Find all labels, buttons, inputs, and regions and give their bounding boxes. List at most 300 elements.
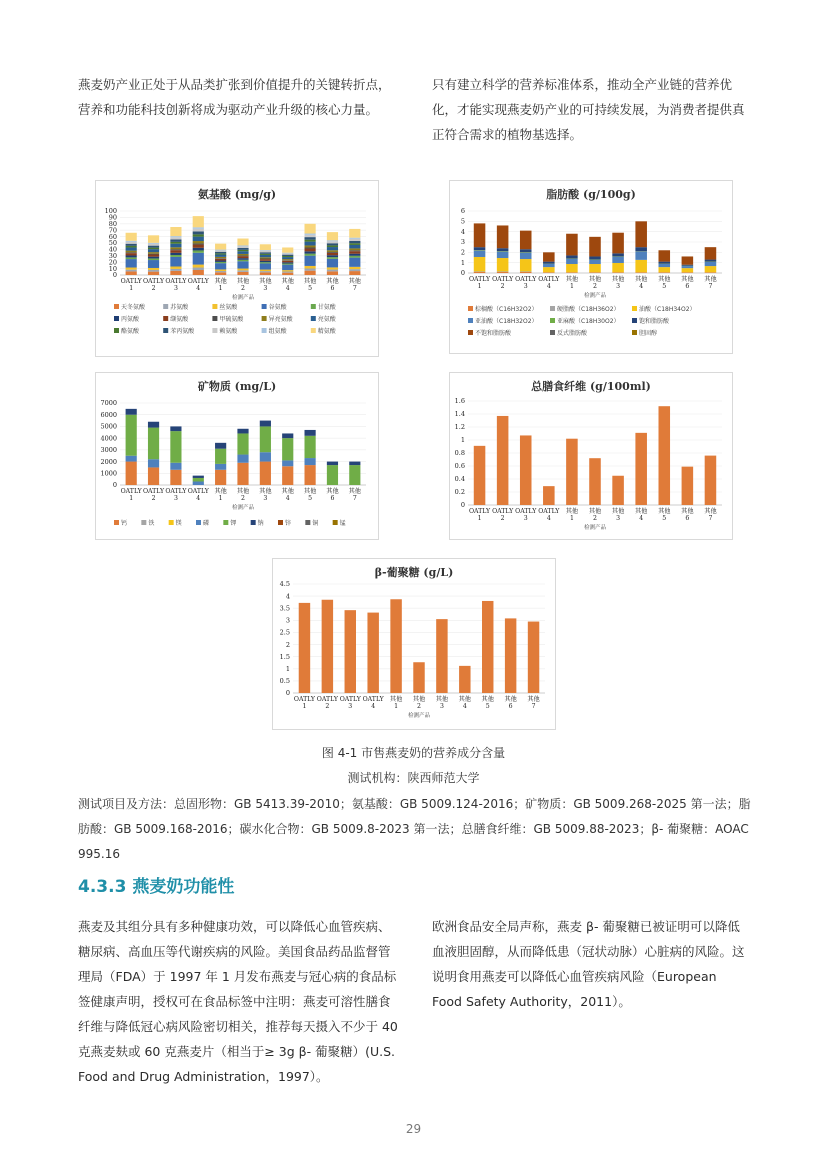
y-tick-label: 1.5 bbox=[279, 652, 290, 661]
bar-segment bbox=[659, 264, 671, 267]
y-tick-label: 0.5 bbox=[279, 677, 290, 686]
x-tick-label: OATLY bbox=[120, 278, 142, 285]
legend-label: 丙氨酸 bbox=[121, 316, 140, 323]
bar-segment bbox=[349, 239, 360, 241]
bar bbox=[705, 456, 717, 505]
x-tick-label: 2 bbox=[500, 283, 505, 290]
y-tick-label: 7000 bbox=[100, 399, 117, 408]
x-tick-label: 其他 bbox=[389, 696, 403, 703]
bar-segment bbox=[327, 462, 338, 466]
x-tick-label: 其他 bbox=[412, 696, 426, 703]
bar bbox=[345, 610, 356, 693]
bar-segment bbox=[705, 262, 717, 266]
bar-segment bbox=[282, 460, 293, 466]
bar-segment bbox=[305, 224, 316, 234]
bar-segment bbox=[589, 264, 601, 272]
bar-segment bbox=[148, 257, 159, 259]
bar-segment bbox=[148, 243, 159, 244]
bar-segment bbox=[148, 260, 159, 268]
x-tick-label: 4 bbox=[285, 285, 290, 292]
bar-segment bbox=[349, 250, 360, 251]
bar-segment bbox=[659, 262, 671, 264]
legend-swatch bbox=[468, 318, 473, 323]
x-tick-label: OATLY bbox=[187, 278, 209, 285]
bar-segment bbox=[705, 266, 717, 272]
x-tick-label: 其他 bbox=[588, 276, 602, 283]
bar bbox=[322, 600, 333, 693]
legend-swatch bbox=[223, 520, 228, 525]
legend-label: 钠 bbox=[257, 520, 264, 527]
bar-segment bbox=[497, 258, 509, 271]
x-tick-label: 1 bbox=[569, 515, 574, 522]
y-tick-label: 1 bbox=[460, 258, 465, 267]
bar-segment bbox=[170, 249, 181, 250]
bar-segment bbox=[148, 258, 159, 260]
y-tick-label: 1.6 bbox=[454, 397, 465, 406]
bar-segment bbox=[305, 256, 316, 266]
bar-segment bbox=[126, 253, 137, 255]
bar-segment bbox=[148, 254, 159, 255]
bar-segment bbox=[193, 250, 204, 252]
x-tick-label: 2 bbox=[151, 285, 156, 292]
legend-label: 天冬氨酸 bbox=[121, 304, 146, 311]
x-tick-label: 其他 bbox=[303, 488, 317, 495]
bar-segment bbox=[170, 244, 181, 248]
legend-swatch bbox=[468, 330, 473, 335]
bar-segment bbox=[682, 268, 694, 272]
bar-segment bbox=[215, 263, 226, 269]
bar-segment bbox=[126, 241, 137, 242]
section-right-paragraph: 欧洲食品安全局声称，燕麦 β- 葡聚糖已被证明可以降低血液胆固醇，从而降低患（冠状动脉）心脏病的风险。这说明食用燕麦可以降低心血管疾病风险（European Food Safety Authority，2011）。 bbox=[432, 919, 745, 1009]
x-tick-label: 4 bbox=[196, 495, 201, 502]
bar-segment bbox=[612, 253, 624, 256]
bar-segment bbox=[705, 247, 717, 259]
legend-swatch bbox=[212, 316, 217, 321]
fatty-acid-chart-svg bbox=[450, 181, 732, 353]
bar-segment bbox=[237, 256, 248, 258]
bar bbox=[474, 446, 486, 505]
x-axis-label: 检测产品 bbox=[231, 505, 255, 511]
bar-segment bbox=[260, 254, 271, 255]
bar-segment bbox=[566, 264, 578, 272]
bar-segment bbox=[237, 433, 248, 454]
bar-segment bbox=[282, 253, 293, 254]
legend-label: 铜 bbox=[312, 520, 319, 527]
y-tick-label: 0 bbox=[460, 501, 465, 510]
legend-swatch bbox=[468, 306, 473, 311]
x-tick-label: 其他 bbox=[611, 508, 625, 515]
x-tick-label: 其他 bbox=[259, 488, 272, 495]
x-tick-label: 其他 bbox=[458, 696, 472, 703]
x-tick-label: 其他 bbox=[281, 488, 294, 495]
bar-segment bbox=[520, 249, 532, 252]
legend-label: 缬氨酸 bbox=[170, 316, 189, 323]
x-tick-label: OATLY bbox=[362, 696, 384, 703]
bar-segment bbox=[260, 261, 271, 262]
bar-segment bbox=[126, 259, 137, 267]
bar-segment bbox=[260, 262, 271, 263]
bar-segment bbox=[260, 250, 271, 251]
x-tick-label: 2 bbox=[593, 283, 597, 290]
bar-segment bbox=[635, 252, 647, 260]
x-tick-label: 3 bbox=[263, 495, 268, 502]
y-tick-label: 50 bbox=[108, 239, 117, 248]
bar bbox=[367, 613, 378, 693]
legend-swatch bbox=[114, 520, 119, 525]
bar-segment bbox=[282, 257, 293, 259]
bar-segment bbox=[237, 272, 248, 275]
x-tick-label: 4 bbox=[639, 515, 644, 522]
x-tick-label: 4 bbox=[371, 703, 376, 710]
mineral-chart-svg bbox=[96, 373, 378, 539]
x-tick-label: 1 bbox=[129, 285, 134, 292]
bar-segment bbox=[126, 270, 137, 272]
bar-segment bbox=[497, 225, 509, 248]
x-tick-label: 6 bbox=[685, 283, 690, 290]
bar-segment bbox=[349, 248, 360, 250]
bar-segment bbox=[170, 271, 181, 275]
bar-segment bbox=[170, 257, 181, 267]
bar-segment bbox=[349, 243, 360, 245]
x-tick-label: 其他 bbox=[281, 278, 294, 285]
legend-swatch bbox=[632, 318, 637, 323]
x-tick-label: 其他 bbox=[681, 508, 694, 515]
bar-segment bbox=[193, 248, 204, 251]
legend-label: 反式脂肪酸 bbox=[557, 330, 588, 337]
legend-label: 苏氨酸 bbox=[170, 304, 189, 311]
x-tick-label: 2 bbox=[151, 495, 156, 502]
y-tick-label: 100 bbox=[104, 207, 117, 216]
bar-segment bbox=[126, 246, 137, 248]
bar-segment bbox=[260, 257, 271, 258]
x-tick-label: OATLY bbox=[142, 488, 165, 495]
x-tick-label: 5 bbox=[485, 703, 490, 710]
bar-segment bbox=[126, 251, 137, 253]
bar-segment bbox=[126, 456, 137, 462]
bar-segment bbox=[282, 253, 293, 254]
bar-segment bbox=[126, 255, 137, 257]
bar-segment bbox=[260, 452, 271, 461]
x-tick-label: 其他 bbox=[504, 696, 517, 703]
x-tick-label: 1 bbox=[477, 283, 482, 290]
bar bbox=[635, 433, 647, 505]
legend-swatch bbox=[212, 304, 217, 309]
bar-segment bbox=[543, 262, 555, 264]
bar-segment bbox=[170, 269, 181, 271]
legend-swatch bbox=[163, 316, 168, 321]
bar-segment bbox=[193, 481, 204, 485]
x-tick-label: 4 bbox=[639, 283, 644, 290]
bar-segment bbox=[193, 265, 204, 268]
x-tick-label: 2 bbox=[325, 703, 330, 710]
bar-segment bbox=[237, 463, 248, 485]
bar-segment bbox=[682, 265, 694, 266]
x-tick-label: 2 bbox=[241, 495, 245, 502]
bar-segment bbox=[260, 252, 271, 254]
bar-segment bbox=[327, 252, 338, 253]
y-tick-label: 1.2 bbox=[454, 423, 465, 432]
x-tick-label: 其他 bbox=[303, 278, 317, 285]
amino-acid-chart-svg bbox=[96, 181, 378, 356]
x-tick-label: OATLY bbox=[120, 488, 142, 495]
bar-segment bbox=[260, 271, 271, 272]
bar-segment bbox=[215, 259, 226, 261]
bar-segment bbox=[237, 245, 248, 246]
x-tick-label: 3 bbox=[173, 495, 178, 502]
x-axis-label: 检测产品 bbox=[407, 713, 431, 719]
bar-segment bbox=[305, 245, 316, 247]
bar-segment bbox=[193, 476, 204, 478]
bar-segment bbox=[327, 255, 338, 257]
section-title: 4.3.3 燕麦奶功能性 bbox=[78, 877, 235, 897]
bar bbox=[520, 435, 532, 505]
x-tick-label: OATLY bbox=[468, 508, 491, 515]
x-tick-label: 3 bbox=[173, 285, 178, 292]
bar-segment bbox=[148, 422, 159, 428]
bar-segment bbox=[589, 256, 601, 259]
legend-label: 亚油酸（C18H32O2） bbox=[475, 318, 538, 325]
x-tick-label: 其他 bbox=[681, 276, 694, 283]
y-tick-label: 0.6 bbox=[454, 462, 465, 471]
legend-swatch bbox=[141, 520, 146, 525]
legend-swatch bbox=[262, 316, 267, 321]
y-tick-label: 20 bbox=[108, 258, 117, 267]
bar-segment bbox=[349, 241, 360, 243]
y-tick-label: 2.5 bbox=[279, 628, 290, 637]
x-tick-label: 其他 bbox=[611, 276, 625, 283]
bar-segment bbox=[237, 260, 248, 261]
bar-segment bbox=[327, 232, 338, 240]
beta-glucan-chart-svg bbox=[273, 559, 555, 729]
y-tick-label: 6 bbox=[460, 207, 465, 216]
bar-segment bbox=[327, 245, 338, 247]
x-tick-label: 其他 bbox=[214, 488, 227, 495]
x-tick-label: 其他 bbox=[259, 278, 272, 285]
bar-segment bbox=[305, 254, 316, 256]
bar-segment bbox=[659, 250, 671, 261]
x-tick-label: 7 bbox=[531, 703, 536, 710]
bar-segment bbox=[170, 255, 181, 257]
bar-segment bbox=[589, 272, 601, 273]
bar-segment bbox=[282, 270, 293, 271]
bar-segment bbox=[260, 272, 271, 275]
bar-segment bbox=[543, 252, 555, 261]
intro-left-paragraph: 燕麦奶产业正处于从品类扩张到价值提升的关键转折点，营养和功能科技创新将成为驱动产业升级的核心力量。 bbox=[78, 77, 391, 117]
bar-segment bbox=[566, 255, 578, 258]
bar-segment bbox=[126, 252, 137, 253]
bar-segment bbox=[305, 268, 316, 270]
bar-segment bbox=[260, 426, 271, 452]
bar-segment bbox=[148, 249, 159, 252]
bar-segment bbox=[566, 234, 578, 256]
bar-segment bbox=[612, 233, 624, 254]
bar-segment bbox=[282, 247, 293, 252]
bar-segment bbox=[126, 257, 137, 259]
x-tick-label: 6 bbox=[330, 285, 335, 292]
bar-segment bbox=[170, 463, 181, 470]
bar bbox=[505, 618, 516, 693]
bar-segment bbox=[215, 252, 226, 254]
bar-segment bbox=[282, 273, 293, 275]
bar-segment bbox=[520, 253, 532, 259]
bar-segment bbox=[215, 258, 226, 259]
legend-label: 亚麻酸（C18H30O2） bbox=[557, 318, 620, 325]
bar bbox=[459, 666, 470, 693]
bar-segment bbox=[260, 462, 271, 485]
bar-segment bbox=[148, 252, 159, 254]
x-tick-label: 3 bbox=[523, 283, 528, 290]
x-tick-label: OATLY bbox=[492, 508, 514, 515]
legend-swatch bbox=[212, 328, 217, 333]
bar-segment bbox=[497, 251, 509, 252]
bar-segment bbox=[659, 267, 671, 272]
bar-segment bbox=[305, 266, 316, 269]
bar-segment bbox=[497, 271, 509, 272]
x-tick-label: 其他 bbox=[527, 696, 540, 703]
bar-segment bbox=[215, 244, 226, 250]
legend-label: 磷 bbox=[203, 520, 210, 527]
legend-label: 铁 bbox=[148, 520, 155, 527]
bar-segment bbox=[170, 426, 181, 431]
y-tick-label: 1 bbox=[285, 664, 290, 673]
bar-segment bbox=[260, 259, 271, 261]
bar-segment bbox=[474, 271, 486, 272]
y-tick-label: 3 bbox=[285, 616, 290, 625]
x-tick-label: 7 bbox=[352, 495, 357, 502]
y-tick-label: 0 bbox=[285, 689, 290, 698]
legend-swatch bbox=[305, 520, 310, 525]
bar-segment bbox=[237, 251, 248, 254]
legend-label: 异亮氨酸 bbox=[268, 316, 293, 323]
bar bbox=[390, 599, 401, 693]
bar-segment bbox=[349, 229, 360, 238]
bar-segment bbox=[520, 272, 532, 273]
bar-segment bbox=[193, 478, 204, 482]
x-tick-label: 1 bbox=[477, 515, 482, 522]
bar-segment bbox=[237, 429, 248, 434]
bar-segment bbox=[327, 253, 338, 255]
y-tick-label: 2000 bbox=[100, 457, 117, 466]
y-tick-label: 30 bbox=[108, 252, 117, 260]
bar-segment bbox=[566, 272, 578, 273]
bar-segment bbox=[170, 242, 181, 244]
bar-segment bbox=[282, 255, 293, 256]
bar-segment bbox=[349, 258, 360, 267]
bar-segment bbox=[170, 267, 181, 269]
x-tick-label: 其他 bbox=[634, 276, 648, 283]
bar-segment bbox=[520, 231, 532, 250]
x-tick-label: OATLY bbox=[492, 276, 514, 283]
bar-segment bbox=[193, 229, 204, 232]
beta-glucan-chart bbox=[272, 558, 556, 730]
legend-label: 甘氨酸 bbox=[317, 304, 336, 311]
bar-segment bbox=[305, 234, 316, 235]
legend-swatch bbox=[311, 304, 316, 309]
bar-segment bbox=[126, 268, 137, 270]
bar-segment bbox=[215, 262, 226, 263]
x-tick-label: 其他 bbox=[481, 696, 494, 703]
y-tick-label: 0.8 bbox=[454, 449, 465, 458]
y-tick-label: 0 bbox=[112, 481, 117, 490]
bar-segment bbox=[635, 260, 647, 272]
bar-segment bbox=[193, 245, 204, 248]
legend-swatch bbox=[163, 304, 168, 309]
bar-segment bbox=[170, 227, 181, 236]
bar-segment bbox=[349, 462, 360, 466]
legend-label: 不饱和脂肪酸 bbox=[475, 330, 512, 337]
figure-tester: 测试机构：陕西师范大学 bbox=[347, 771, 480, 785]
x-tick-label: OATLY bbox=[142, 278, 165, 285]
bar bbox=[299, 603, 310, 693]
bar-segment bbox=[520, 259, 532, 271]
legend-swatch bbox=[632, 330, 637, 335]
y-tick-label: 1 bbox=[460, 436, 465, 445]
bar-segment bbox=[193, 234, 204, 236]
bar bbox=[566, 439, 578, 505]
y-tick-label: 90 bbox=[108, 213, 117, 222]
chart-title: 脂肪酸 (g/100g) bbox=[546, 188, 636, 201]
bar-segment bbox=[193, 227, 204, 228]
bar-segment bbox=[543, 272, 555, 273]
bar-segment bbox=[260, 244, 271, 250]
bar-segment bbox=[193, 231, 204, 234]
bar-segment bbox=[327, 465, 338, 485]
y-tick-label: 3000 bbox=[100, 446, 117, 455]
bar-segment bbox=[474, 247, 486, 250]
bar-segment bbox=[327, 241, 338, 243]
legend-label: 锌 bbox=[285, 520, 292, 527]
bar-segment bbox=[170, 239, 181, 241]
y-tick-label: 0.4 bbox=[454, 475, 465, 484]
x-tick-label: 其他 bbox=[236, 488, 250, 495]
bar-segment bbox=[635, 221, 647, 247]
bar-segment bbox=[237, 258, 248, 260]
bar-segment bbox=[126, 247, 137, 250]
chart-title: 氨基酸 (mg/g) bbox=[197, 188, 277, 201]
figure-method: 测试项目及方法：总固形物：GB 5413.39-2010；氨基酸：GB 5009.124-2016；矿物质：GB 5009.268-2025 第一法；脂肪酸：GB 5009.168-2016；碳水化合物：GB 5009.8-2023 第一法；总膳食纤维：GB 5009.88-2023；β- 葡聚糖：AOAC 995.16 bbox=[78, 797, 751, 861]
legend-label: 胆固醇 bbox=[639, 330, 658, 337]
bar-segment bbox=[327, 240, 338, 241]
x-tick-label: 6 bbox=[508, 703, 513, 710]
legend-label: 钾 bbox=[230, 520, 237, 527]
bar-segment bbox=[170, 470, 181, 485]
page-number: 29 bbox=[405, 1122, 422, 1136]
bar-segment bbox=[237, 248, 248, 250]
bar-segment bbox=[215, 271, 226, 272]
y-tick-label: 5000 bbox=[100, 422, 117, 431]
y-tick-label: 6000 bbox=[100, 410, 117, 419]
x-tick-label: 其他 bbox=[236, 278, 250, 285]
bar-segment bbox=[170, 431, 181, 463]
bar-segment bbox=[193, 243, 204, 244]
x-tick-label: 5 bbox=[308, 495, 313, 502]
bar-segment bbox=[327, 270, 338, 272]
bar bbox=[413, 662, 424, 693]
legend-swatch bbox=[311, 328, 316, 333]
bar-segment bbox=[635, 272, 647, 273]
dietary-fiber-chart-svg bbox=[450, 373, 732, 539]
bar-segment bbox=[543, 267, 555, 272]
y-tick-label: 0 bbox=[112, 271, 117, 280]
x-tick-label: 其他 bbox=[214, 278, 227, 285]
bar-segment bbox=[170, 236, 181, 237]
bar-segment bbox=[237, 261, 248, 268]
x-tick-label: 3 bbox=[348, 703, 353, 710]
x-tick-label: 5 bbox=[662, 283, 667, 290]
bar-segment bbox=[126, 271, 137, 275]
x-tick-label: 6 bbox=[685, 515, 690, 522]
x-tick-label: OATLY bbox=[468, 276, 491, 283]
